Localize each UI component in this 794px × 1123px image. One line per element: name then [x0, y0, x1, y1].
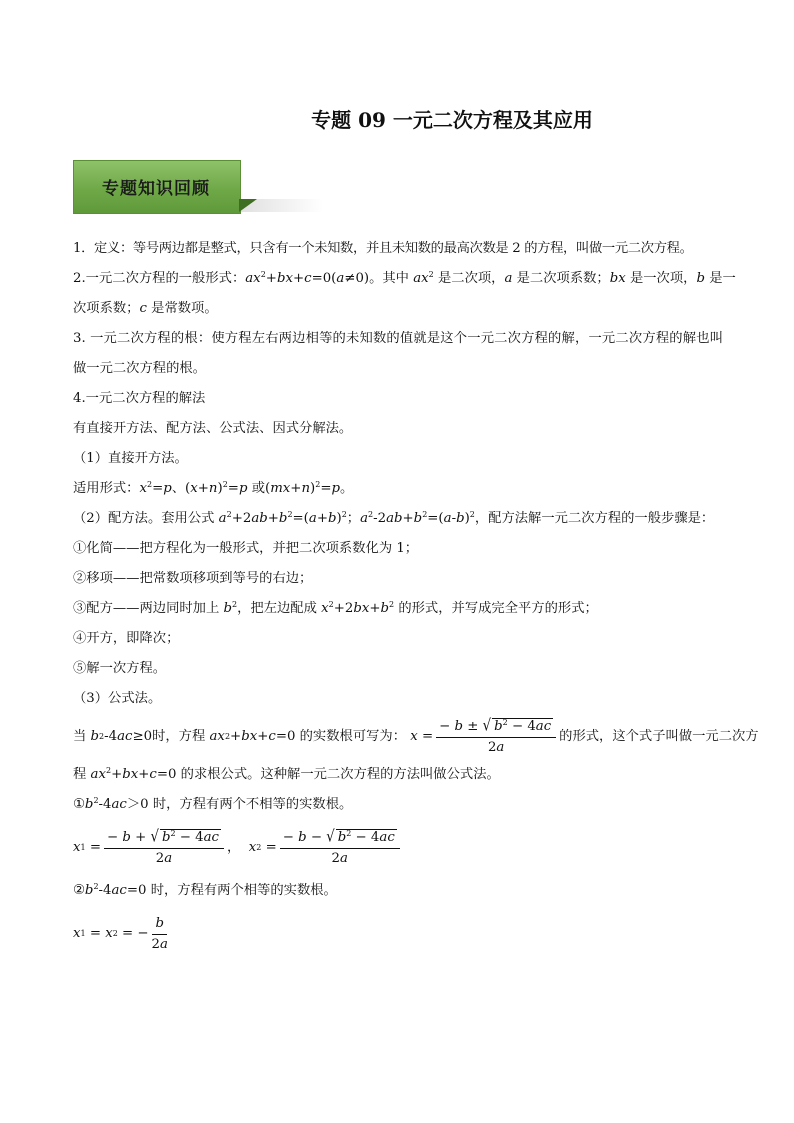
direct-root-forms: 适用形式：$x^2=p$、$(x+n)^2=p$ 或$(mx+n)^2=p$。: [73, 480, 354, 496]
case-zero-discriminant: $②b^2-4ac=0$ 时，方程有两个相等的实数根。: [73, 882, 337, 898]
quadratic-formula-fraction: $\frac{- b \pm √ b^2 - 4ac}{2a}$: [436, 718, 556, 757]
quadratic-formula-line: 当 b 2 -4 ac ≥0 时，方程 ax 2 + bx + c =0 的实数根可写为： x = $\frac{- b \pm √ b^2 - 4ac}{2a}$ 的形式，这个式子叫做一元二次方: [73, 716, 759, 755]
quadratic-formula-line-cont: 程 $ax^2+bx+c=0$ 的求根公式。这种解一元二次方程的方法叫做公式法。: [73, 766, 500, 782]
general-form-paragraph: 2.一元二次方程的一般形式：$ax^2+bx+c=0(a\ne 0)$。其中 $ax^2$ 是二次项，a 是二次项系数；bx 是一次项，b 是一: [73, 270, 736, 286]
direct-root-heading: （1）直接开方法。: [73, 451, 188, 466]
section-banner: [73, 160, 243, 212]
step-4: ④开方，即降次；: [73, 631, 180, 646]
step-1: ①化简——把方程化为一般形式，并把二次项系数化为 1；: [73, 541, 419, 556]
formula-method-heading: （3）公式法。: [73, 691, 162, 706]
step-5: ⑤解一次方程。: [73, 661, 167, 676]
definition-paragraph: 1．定义：等号两边都是整式，只含有一个未知数，并且未知数的最高次数是 2 的方程，叫做一元二次方程。: [73, 241, 693, 256]
roots-paragraph: 3. 一元二次方程的根：使方程左右两边相等的未知数的值就是这个一元二次方程的解，一元二次方程的解也叫做一元二次方程的根。: [73, 331, 723, 376]
banner-label: 专题知识回顾: [102, 178, 210, 199]
general-form-paragraph-cont: 次项系数；c 是常数项。: [73, 301, 218, 316]
case-positive-discriminant: $①b^2-4ac>0$ 时，方程有两个不相等的实数根。: [73, 796, 353, 812]
methods-heading: 4.一元二次方程的解法: [73, 391, 206, 406]
step-2: ②移项——把常数项移项到等号的右边；: [73, 571, 313, 586]
page-title: 专题 09 一元二次方程及其应用: [311, 108, 593, 132]
banner-fold: [239, 199, 257, 212]
equal-roots-formula: x 1 = x 2 = − $\frac{b}{2a}$: [73, 915, 168, 952]
two-roots-formula: x 1 = $\frac{- b + √ b^2 - 4ac}{2a}$ ， x 2 = $\frac{- b - √ b^2 - 4ac}{2a}$: [73, 822, 723, 874]
completing-square-paragraph: （2）配方法。套用公式 $a^2+2ab+b^2=(a+b)^2$；$a^2-2ab+b^2=(a-b)^2$，配方法解一元二次方程的一般步骤是：: [73, 510, 715, 526]
content-body: [73, 234, 759, 962]
methods-list: 有直接开方法、配方法、公式法、因式分解法。: [73, 421, 353, 436]
step-3: ③配方——两边同时加上 $b^2$，把左边配成 $x^2+2bx+b^2$ 的形式，并写成完全平方的形式；: [73, 600, 598, 616]
